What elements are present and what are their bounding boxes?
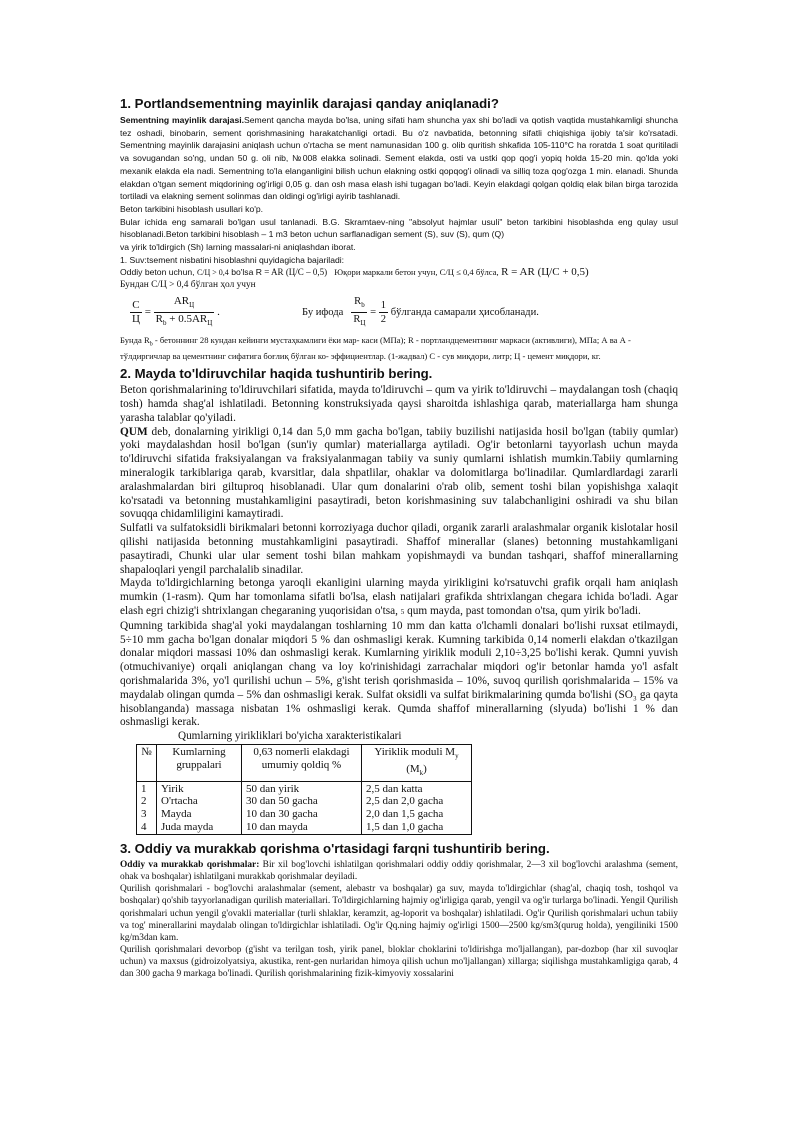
- table-header-modulus: Yiriklik moduli $M_y$ $(M_k)$: [362, 745, 472, 782]
- section-2-title: 2. Mayda to'ldiruvchilar haqida tushuntirib bering.: [120, 366, 433, 382]
- sand-grading-table: [136, 744, 472, 835]
- table-header-residue: 0,63 nomerli elakdagi umumiy qoldiq %: [242, 745, 362, 782]
- formula-block: [120, 293, 678, 333]
- formula-effective-condition: Бу ифода $\frac{R_b}{R_Ц}$ = $\frac{1}{2}$ бўлганда самарали ҳисобланади.: [302, 295, 539, 327]
- section-1-paragraph-1: Sementning mayinlik darajasi.Sement qancha mayda bo'lsa, uning sifati ham shuncha yax shi bo'ladi va qotish vaqtida mustahkamligi shuncha tez oshadi, binobarin, sement qorishmasining harakatchanligi ortadi. Bu o'z navbatida, betonning sifatli chiqishiga ijobiy ta'sir ko'rsatadi. Sementning mayinlik darajasini aniqlash uchun o'rtacha se ment namunasidan 100 g. olib quritish shkafida 105-110°C ha roratda 1 soat quritiladi va sovugandan so'ng, undan 50 g. oli nib, №008 elakka solinadi. Sement elakda, osti va ustki qop qog'i yopiq holda 15-20 min. qo'lda yoki mexanik elakda ela nadi. Sementning to'la elanganligini bilish uchun elakning ostki qopqog'i olinadi va silliq toza qog'ozga 1 min. elanadi. Shunda elakdan o'tgan sement miqdorining og'irligi 0,05 g. dan osh masa elash ishi tugagan bo'ladi. Keyin elakdagi qolgan qoldiq elak bilan birga tarozida tortiladi va elakning sement solinmas dan oldingi og'irligi ayirib tashlanadi.: [120, 115, 678, 202]
- section-1-formula-line: Oddiy beton uchun, С/Ц > 0,4 bo'lsa R = AR (Ц/С – 0,5) Юқори маркали бетон учун, С/Ц ≤ 0,4 бўлса, R = AR (Ц/С + 0,5): [120, 266, 589, 279]
- table-title: Qumlarning yirikliklari bo'yicha xarakteristikalari: [178, 730, 402, 743]
- section-1-paragraph-2: Beton tarkibini hisoblash usullari ko'p.: [120, 203, 264, 214]
- section-1-paragraph-4: va yirik to'ldirgich (Sh) larning massalari-ni aniqlashdan iborat.: [120, 242, 356, 253]
- section-2-paragraph-5: Qumning tarkibida shag'al yoki maydalangan toshlarning 10 mm dan katta o'lchamli donalari bo'lishi ruxsat etilmaydi, 5÷10 mm gacha bo'lgan donalar miqdori 5 % dan oshmasligi kerak. Kumning tarkibida 0,14 nomerli elakdan o'tkazilgan donalar miqdori massasi 10% dan oshmasligi kerak. Kumlarning yiriklik moduli 2,10÷3,25 bo'lishi kerak. Qumni yuvish (otmuchivaniye) orqali aniqlangan chang va loy ko'rinishidagi zarrachalar miqdori og'ir betonlar hamda yo'l asfalt qorishmalarida 3%, yo'l qurilishi uchun – 5%, g'isht terish qorishmasida – 10%, suvoq qurilish qorishmalarida – 15% va maydalab olingan qumda – 5% dan oshmasligi kerak. Sulfat oksidli va sulfat birikmalarining qumda bo'lishi (SO₃ ga qayta hisoblanganda) massaga nisbatan 1% oshmasligi kerak. Qumda shaffof minerallarning (slyuda) bo'lishi 1 % dan oshmasligi kerak.: [120, 619, 678, 729]
- section-3-paragraph-2: Qurilish qorishmalari - bog'lovchi aralashmalar (sement, alebastr va boshqalar) ga suv, mayda to'ldirgichlar (shag'al, chaqiq tosh, toshqol va boshqalar) qo'shib tayyorlanadigan qurilish materiallari. To'ldirgichlarning hajmiy og'irligiga qarab, yengil va og'ir turlarga bo'linadi. Yengil Qurilish qorishmalari uchun yengil g'ovakli materiallar (turli shlaklar, keramzit, ag-loporit va boshqalar) ishlatiladi. Og'ir Qurilish qorishmalari uchun tabiiy va tog' minerallarini maydalab olingan to'ldirgichlar ishlatiladi. Og'ir Qq.ning hajmiy og'irligi 1500—2500 kg/sm3(qurug holda), yengiliniki 1500 kg/m3dan kam.: [120, 884, 678, 943]
- section-3-paragraph-3: Qurilish qorishmalari devorbop (g'isht va terilgan tosh, yirik panel, bloklar choklarini to'ldirishga mo'ljallangan), par-dozbop (har xil suvoqlar uchun) va maxsus (gidroizolyatsiya, akustika, rent-gen nurlaridan himoya qilish uchun mo'ljallangan) xillarga; siqilishga mustahkamligiga qarab, 4 dan 300 gacha 9 markaga bo'linadi. Qurilish qorishmalarining fizik-kimyoviy xossalarini: [120, 944, 678, 979]
- table-header-row: [137, 745, 472, 782]
- table-cell-numbers: 1 2 3 4: [137, 781, 157, 834]
- section-3-lead: Oddiy va murakkab qorishmalar:: [120, 860, 260, 871]
- section-1-paragraph-8: Бунда $R_b$ - бетоннинг 28 кундан кейинги мустаҳкамлиги ёки мар- каси (МПа); R - портландцементнинг маркаси (активлиги), МПа; А ва А - тўлдиргичлар ва цементнинг сифатига боғлиқ бўлган ко- эффициентлар. (1-жадвал) С - сув миқдори, литр; Ц - цемент миқдори, кг.: [120, 334, 631, 361]
- section-1-title: 1. Portlandsementning mayinlik darajasi qanday aniqlanadi?: [120, 96, 499, 111]
- table-cell-groups: Yirik O'rtacha Mayda Juda mayda: [157, 781, 242, 834]
- section-2-paragraph-1: Beton qorishmalarining to'ldiruvchilari sifatida, mayda to'ldiruvchi – qum va yirik to'ldiruvchi – maydalangan tosh (chaqiq tosh) hamda shag'al ishlatiladi. Betonning konstruksiyada qaysi sharoitda ishlashiga qarab, materiallarga ham shunga yarasha talablar qo'yiladi.: [120, 384, 678, 424]
- table-row: [137, 781, 472, 834]
- table-cell-residue: 50 dan yirik 30 dan 50 gacha 10 dan 30 gacha 10 dan mayda: [242, 781, 362, 834]
- table-cell-modulus: 2,5 dan katta 2,5 dan 2,0 gacha 2,0 dan 1,5 gacha 1,5 dan 1,0 gacha: [362, 781, 472, 834]
- section-2-paragraph-3: Sulfatli va sulfatoksidli birikmalari betonni korroziyaga duchor qiladi, organik zararli aralashmalar organik kislotalar hosil qilishi natijasida betonning mustahkamligini pasaytiradi. Shaffof minerallar (slanes) betonning mustahkamligani pasaytiradi, Chunki ular ular sement toshi bilan mahkam yopishmaydi va bundan tashqari, shaffof minerallarning shapaloqlari yengil parchalalib sinadilar.: [120, 522, 678, 576]
- table-header-number: №: [137, 745, 157, 782]
- section-3-paragraph-1: Oddiy va murakkab qorishmalar: Bir xil bog'lovchi ishlatilgan qorishmalari oddiy oddiy qorishmalar, 2—3 xil bog'lovchi aralashma (sement, ohak va boshqalar) ishlatilgani murakkab qorishmalar deyiladi.: [120, 860, 678, 883]
- section-1-paragraph-7: Бундан С/Ц > 0,4 бўлган ҳол учун: [120, 280, 256, 291]
- section-1-paragraph-3: Bular ichida eng samarali bo'lgan usul tanlanadi. B.G. Skramtaev-ning "absolyut hajmlar usuli" beton tarkibini hisoblashda eng qulay usul hisoblanadi.Beton tarkibini hisoblash – 1 m3 beton uchun sarflanadigan sement (S), suv (S), qum (Q): [120, 216, 678, 240]
- section-1-lead: Sementning mayinlik darajasi.: [120, 115, 245, 125]
- section-2-paragraph-2: QUM deb, donalarning yirikligi 0,14 dan 5,0 mm gacha bo'lgan, tabiiy buzilishi natijasida hosil bo'lgan (tabiiy qumlar) yoki maydalashdan hosil bo'lgan (sun'iy qumlar) materiallarga aytiladi. Og'ir betonlarni tayyorlash uchun mayda to'ldiruvchi sifatida fraksiyalangan va fraksiyalanmagan tabiiy va suniy qumlarni ishlatish mumkin.Tabiiy qumlarning mineralogik tarkiblariga qarab, kvarsitlar, dala shpatlilar, ohaklar va dolomitlarga bo'linadilar. Qumlardlardagi zararli aralashmalardan biri giltuproq hisoblanadi. Ular qum donalarini o'rab olib, sement toshi bilan yopishishga xalaqit ko'rsatadi va betonning mustahkamligini pasaytiradi, beton korishmasining suv talabchanligini oshiradi va shu bilan sovuqqa chidamliligini kamaytiradi.: [120, 425, 678, 521]
- formula-cement-ratio: $\frac{С}{Ц}$ = $\frac{AR_Ц}{R_b + 0.5AR_Ц}$ .: [132, 294, 220, 328]
- document-page: [120, 96, 678, 980]
- table-header-group: Kumlarning gruppalari: [157, 745, 242, 782]
- section-2-paragraph-4: Mayda to'ldirgichlarning betonga yaroqli ekanligini ularning mayda yirikligini ko'rsatuvchi grafik orqali ham aniqlash mumkin (1-rasm). Qum har tomonlama sifatli bo'lsa, elash natijalari grafikda shtrixlangan chegara ichida bo'ladi. Agar elash egri chizig'i shtrixlangan chegaraning yuqorisidan o'tsa, 5 qum mayda, past tomondan o'tsa, qum yirik bo'ladi.: [120, 577, 678, 618]
- section-2-lead: QUM: [120, 425, 148, 438]
- section-1-paragraph-5: 1. Suv:tsement nisbatini hisoblashni quyidagicha bajariladi:: [120, 254, 345, 265]
- section-3-title: 3. Oddiy va murakkab qorishma o'rtasidagi farqni tushuntirib bering.: [120, 841, 550, 857]
